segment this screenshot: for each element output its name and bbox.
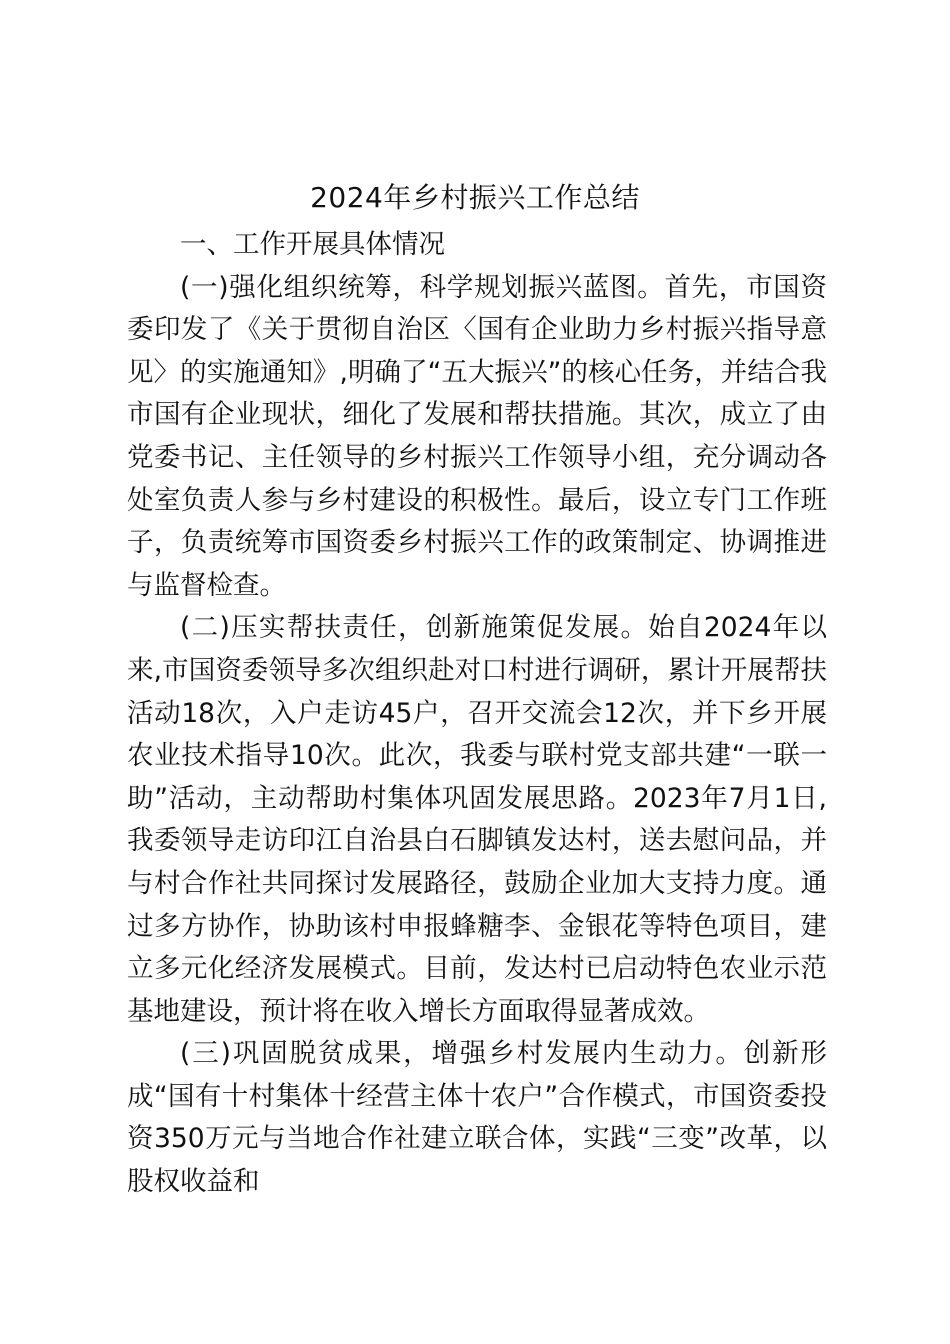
document-title: 2024年乡村振兴工作总结 [310,181,640,214]
document-body [127,224,827,1204]
paragraph-1: (一)强化组织统筹，科学规划振兴蓝图。首先，市国资委印发了《关于贯彻自治区〈国有企业助力乡村振兴指导意见〉的实施通知》,明确了“五大振兴”的核心任务，并结合我市国有企业现状，细化了发展和帮扶措施。其次，成立了由党委书记、主任领导的乡村振兴工作领导小组，充分调动各处室负责人参与乡村建设的积极性。最后，设立专门工作班子，负责统筹市国资委乡村振兴工作的政策制定、协调推进与监督检查。 [127,271,827,601]
section-heading: 一、工作开展具体情况 [180,229,445,260]
paragraph-2: (二)压实帮扶责任，创新施策促发展。始自2024年以来,市国资委领导多次组织赴对口村进行调研，累计开展帮扶活动18次，入户走访45户，召开交流会12次，并下乡开展农业技术指导10次。此次，我委与联村党支部共建“一联一助”活动，主动帮助村集体巩固发展思路。2023年7月1日, 我委领导走访印江自治县白石脚镇发达村，送去慰问品，并与村合作社共同探讨发展路径，鼓励企业加大支持力度。通过多方协作，协助该村申报蜂糖李、金银花等特色项目，建立多元化经济发展模式。目前，发达村已启动特色农业示范基地建设，预计将在收入增长方面取得显著成效。 [127,612,827,1027]
paragraph-3: (三)巩固脱贫成果，增强乡村发展内生动力。创新形成“国有十村集体十经营主体十农户”合作模式，市国资委投资350万元与当地合作社建立联合体，实践“三变”改革，以股权收益和 [127,1038,827,1198]
